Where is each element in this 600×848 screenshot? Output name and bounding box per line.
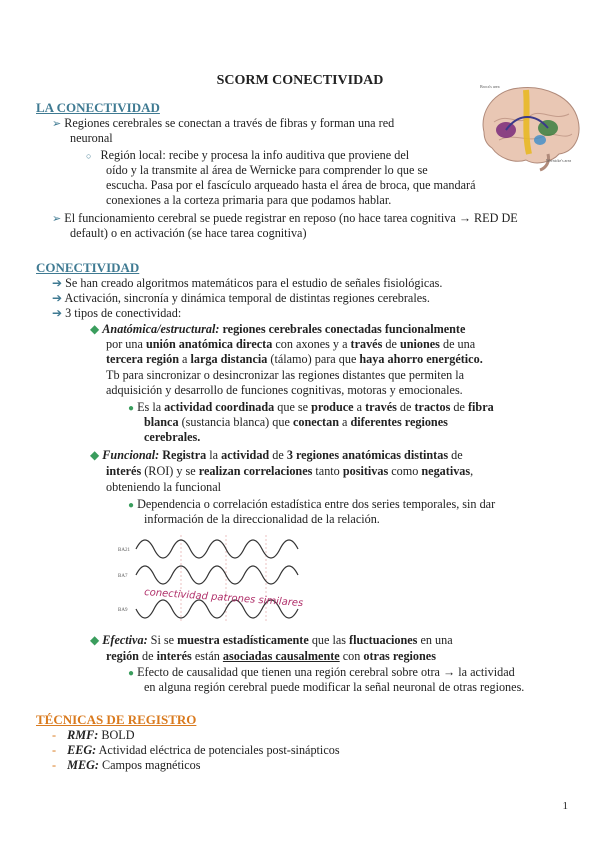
handwritten-annotation: conectividad patrones similares: [143, 587, 304, 610]
signal-wave-2: [136, 566, 298, 584]
dot-bullet-icon: ●: [128, 668, 135, 679]
section-heading-tecnicas: TÉCNICAS DE REGISTRO: [36, 712, 197, 727]
brain-label-wernicke: Wernicke's area: [546, 158, 572, 163]
arrow-right-icon: ➔: [52, 291, 63, 305]
func-l2: interés (ROI) y se realizan correlaciones tanto positivas como negativas,: [106, 464, 474, 478]
section-heading-conectividad: CONECTIVIDAD: [36, 260, 140, 275]
signal-label-3: BA9: [118, 608, 128, 613]
s1-sub-1: ○ Región local: recibe y procesa la info auditiva que proviene del: [86, 148, 410, 162]
anat-sub-l2: blanca (sustancia blanca) que conectan a diferentes regiones: [144, 415, 448, 429]
anat-l2: por una unión anatómica directa con axones y a través de uniones de una: [106, 337, 476, 351]
diamond-bullet-icon: ◆: [90, 448, 100, 462]
tech-item-meg: - MEG: Campos magnéticos: [52, 758, 201, 772]
s1-bullet-1: ➢ Regiones cerebrales se conectan a través de fibras y forman una red: [52, 116, 395, 130]
signal-label-2: BA7: [118, 574, 128, 579]
func-sub-l2: información de la direccionalidad de la relación.: [144, 512, 380, 526]
s2-bullet-2: ➔ Activación, sincronía y dinámica temporal de distintas regiones cerebrales.: [52, 291, 430, 305]
func-l3: obteniendo la funcional: [106, 480, 222, 494]
s1-sub-1-l4: conexiones a la corteza primaria para que podamos hablar.: [106, 193, 392, 207]
efec-sub-l2: en alguna región cerebral puede modificar la señal neuronal de otras regiones.: [144, 680, 525, 694]
arrow-right-icon: ➔: [52, 306, 63, 320]
page-number: 1: [562, 800, 568, 812]
arrow-icon: ➢: [52, 213, 62, 225]
brain-illustration: [474, 82, 584, 172]
signals-figure: [116, 533, 326, 625]
anat-l5: adquisición y desarrollo de funciones cognitivas, motoras y emocionales.: [106, 383, 463, 397]
arrow-icon: ➢: [52, 118, 62, 130]
dot-bullet-icon: ●: [128, 500, 135, 511]
func-l1: ◆ Funcional: Registra la actividad de 3 regiones anatómicas distintas de: [90, 448, 463, 462]
anat-l3: tercera región a larga distancia (tálamo) para que haya ahorro energético.: [106, 352, 483, 366]
s2-bullet-3: ➔ 3 tipos de conectividad:: [52, 306, 182, 320]
s1-sub-1-l2: oído y la transmite al área de Wernicke para comprender lo que se: [106, 163, 428, 177]
tech-item-eeg: - EEG: Actividad eléctrica de potenciales post-sinápticos: [52, 743, 340, 757]
signal-wave-1: [136, 540, 298, 558]
s1-bullet-1-cont: neuronal: [70, 131, 113, 145]
page-title: SCORM CONECTIVIDAD: [216, 73, 384, 88]
dash-bullet-icon: -: [52, 743, 57, 757]
s1-bullet-2: ➢ El funcionamiento cerebral se puede registrar en reposo (no hace tarea cognitiva → RED DE: [52, 211, 518, 225]
s2-bullet-1: ➔ Se han creado algoritmos matemáticos para el estudio de señales fisiológicas.: [52, 276, 443, 290]
diamond-bullet-icon: ◆: [90, 633, 100, 647]
efec-sub-l1: ● Efecto de causalidad que tienen una región cerebral sobre otra → la actividad: [128, 665, 515, 679]
func-sub-l1: ● Dependencia o correlación estadística entre dos series temporales, sin dar: [128, 497, 496, 511]
anat-sub-l3: cerebrales.: [144, 430, 201, 444]
signal-label-1: BA21: [118, 548, 130, 553]
dot-bullet-icon: ●: [128, 403, 135, 414]
arrow-right-icon: ➔: [52, 276, 63, 290]
efec-l2: región de interés están asociadas causalmente con otras regiones: [106, 649, 436, 663]
brain-label-broca: Broca's area: [480, 84, 500, 89]
anat-l1: ◆ Anatómica/estructural: regiones cerebrales conectadas funcionalmente: [90, 322, 466, 336]
efec-l1: ◆ Efectiva: Si se muestra estadísticamente que las fluctuaciones en una: [90, 633, 453, 647]
s1-sub-1-l3: escucha. Pasa por el fascículo arqueado hasta el área de broca, que mandará: [106, 178, 476, 192]
tech-item-rmf: - RMF: BOLD: [52, 728, 135, 742]
diamond-bullet-icon: ◆: [90, 322, 100, 336]
dash-bullet-icon: -: [52, 758, 57, 772]
circle-bullet-icon: ○: [86, 151, 92, 161]
anat-sub-l1: ● Es la actividad coordinada que se produce a través de tractos de fibra: [128, 400, 494, 414]
section-heading-la-conectividad: LA CONECTIVIDAD: [36, 100, 160, 115]
anat-l4: Tb para sincronizar o desincronizar las regiones distantes que permiten la: [106, 368, 465, 382]
s1-bullet-2-cont: default) o en activación (se hace tarea cognitiva): [70, 226, 307, 240]
dash-bullet-icon: -: [52, 728, 57, 742]
